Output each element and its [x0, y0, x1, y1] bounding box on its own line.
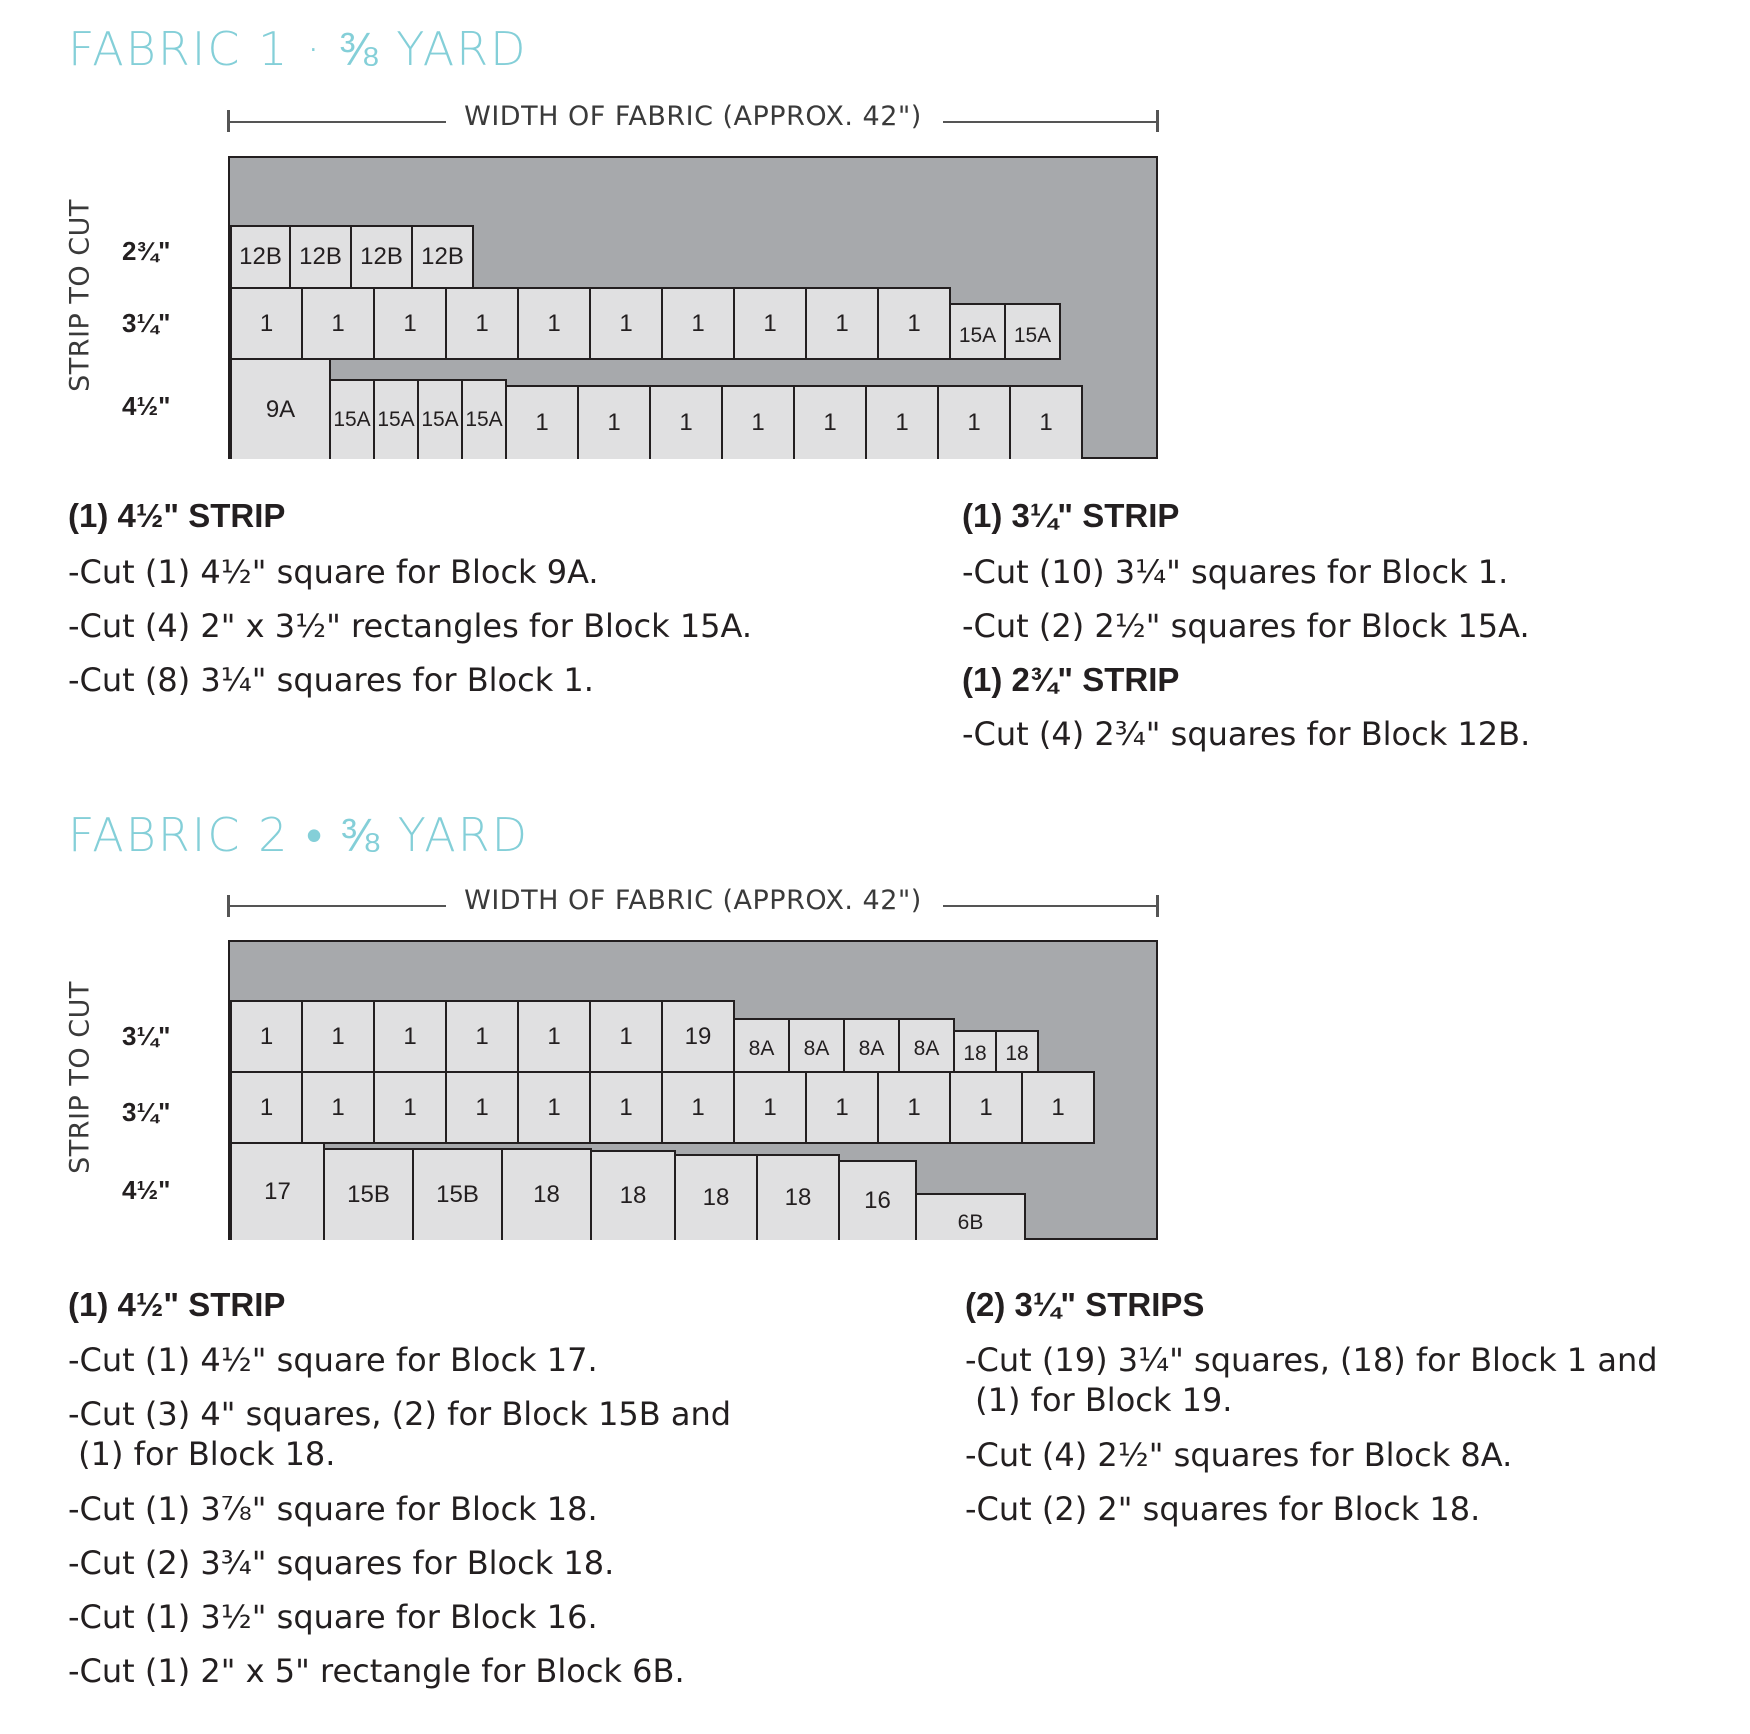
cut-piece: 18 [756, 1154, 840, 1240]
row-label: 4½" [122, 391, 171, 421]
cut-piece: 1 [877, 1071, 951, 1144]
cut-piece: 8A [788, 1018, 845, 1073]
cut-piece: 17 [230, 1142, 325, 1240]
cut-piece: 1 [373, 1000, 447, 1073]
cut-piece: 1 [805, 1071, 879, 1144]
cut-piece: 1 [649, 385, 723, 459]
cut-piece: 15A [329, 379, 375, 459]
cut-piece: 1 [505, 385, 579, 459]
strip-heading: (2) 3¼" STRIPS [965, 1286, 1205, 1323]
cut-piece: 18 [995, 1030, 1039, 1073]
cut-instruction: -Cut (2) 2½" squares for Block 15A. [962, 607, 1530, 645]
cut-piece: 1 [517, 287, 591, 360]
cut-piece: 1 [230, 1071, 303, 1144]
cut-piece: 1 [937, 385, 1011, 459]
cut-piece: 1 [733, 287, 807, 360]
cut-instruction: -Cut (8) 3¼" squares for Block 1. [68, 661, 594, 699]
cut-piece: 1 [661, 1071, 735, 1144]
cut-piece: 1 [877, 287, 951, 360]
cut-piece: 1 [445, 287, 519, 360]
row-label: 4½" [122, 1175, 171, 1205]
row-label: 3¼" [122, 308, 171, 338]
cut-piece: 15A [1004, 303, 1061, 360]
cut-instruction: -Cut (3) 4" squares, (2) for Block 15B and (1) for Block 18. [68, 1395, 732, 1473]
cut-instruction: -Cut (1) 3⅞" square for Block 18. [68, 1490, 598, 1528]
cut-piece: 1 [517, 1071, 591, 1144]
cut-piece: 1 [949, 1071, 1023, 1144]
cut-instruction: -Cut (2) 3¾" squares for Block 18. [68, 1544, 615, 1582]
row-label: 3¼" [122, 1097, 171, 1127]
cut-piece: 18 [590, 1150, 676, 1240]
fabric1-title: FABRIC 1 · ⅜ YARD [68, 22, 528, 76]
cut-piece: 15A [417, 379, 463, 459]
cut-piece: 15A [461, 379, 507, 459]
cut-instruction: -Cut (1) 2" x 5" rectangle for Block 6B. [68, 1652, 685, 1690]
cut-piece: 1 [301, 1071, 375, 1144]
cut-piece: 8A [733, 1018, 790, 1073]
cut-piece: 12B [289, 225, 352, 289]
fabric1-cutting-diagram [228, 156, 1158, 459]
cut-piece: 1 [865, 385, 939, 459]
cut-piece: 19 [661, 1000, 735, 1073]
cut-piece: 1 [373, 1071, 447, 1144]
cut-instruction: -Cut (4) 2½" squares for Block 8A. [965, 1436, 1513, 1474]
cut-piece: 1 [1021, 1071, 1095, 1144]
strip-to-cut-label: STRIP TO CUT [64, 981, 96, 1174]
cut-piece: 1 [589, 287, 663, 360]
cut-piece: 1 [373, 287, 447, 360]
strip-heading: (1) 4½" STRIP [68, 497, 286, 534]
cut-piece: 1 [577, 385, 651, 459]
fabric2-cutting-diagram [228, 940, 1158, 1240]
cut-piece: 1 [517, 1000, 591, 1073]
cut-piece: 8A [843, 1018, 900, 1073]
cut-piece: 1 [793, 385, 867, 459]
width-of-fabric-label: WIDTH OF FABRIC (APPROX. 42") [464, 101, 922, 132]
cut-piece: 1 [805, 287, 879, 360]
cut-piece: 1 [721, 385, 795, 459]
width-of-fabric-label: WIDTH OF FABRIC (APPROX. 42") [464, 885, 922, 916]
cut-instruction: -Cut (4) 2¾" squares for Block 12B. [962, 715, 1531, 753]
cut-instruction: -Cut (19) 3¼" squares, (18) for Block 1 and (1) for Block 19. [965, 1341, 1658, 1419]
cut-piece: 1 [445, 1000, 519, 1073]
cut-instruction: -Cut (1) 4½" square for Block 9A. [68, 553, 599, 591]
cut-instruction: -Cut (4) 2" x 3½" rectangles for Block 15A. [68, 607, 753, 645]
cut-piece: 15B [412, 1148, 503, 1240]
fabric2-title: FABRIC 2 • ⅜ YARD [68, 808, 530, 862]
cut-piece: 12B [350, 225, 413, 289]
strip-to-cut-label: STRIP TO CUT [64, 199, 96, 392]
cut-piece: 12B [230, 225, 291, 289]
cut-piece: 6B [915, 1193, 1026, 1240]
cut-piece: 1 [301, 287, 375, 360]
cut-piece: 18 [501, 1148, 592, 1240]
cut-piece: 16 [838, 1160, 917, 1240]
cut-piece: 15B [323, 1148, 414, 1240]
row-label: 2¾" [122, 236, 171, 266]
cut-piece: 9A [230, 358, 331, 459]
strip-heading: (1) 4½" STRIP [68, 1286, 286, 1323]
cut-piece: 8A [898, 1018, 955, 1073]
cut-piece: 1 [589, 1071, 663, 1144]
strip-heading: (1) 2¾" STRIP [962, 661, 1180, 698]
cut-piece: 1 [230, 1000, 303, 1073]
cut-piece: 15A [949, 303, 1006, 360]
cut-piece: 12B [411, 225, 474, 289]
cut-piece: 15A [373, 379, 419, 459]
cut-instruction: -Cut (1) 3½" square for Block 16. [68, 1598, 598, 1636]
cut-instruction: -Cut (10) 3¼" squares for Block 1. [962, 553, 1509, 591]
cut-piece: 18 [953, 1030, 997, 1073]
strip-heading: (1) 3¼" STRIP [962, 497, 1180, 534]
cut-piece: 18 [674, 1154, 758, 1240]
cut-piece: 1 [1009, 385, 1083, 459]
row-label: 3¼" [122, 1021, 171, 1051]
cut-instruction: -Cut (2) 2" squares for Block 18. [965, 1490, 1481, 1528]
cut-piece: 1 [661, 287, 735, 360]
cut-instruction: -Cut (1) 4½" square for Block 17. [68, 1341, 598, 1379]
cut-piece: 1 [445, 1071, 519, 1144]
cut-piece: 1 [733, 1071, 807, 1144]
cut-piece: 1 [301, 1000, 375, 1073]
cut-piece: 1 [589, 1000, 663, 1073]
cut-piece: 1 [230, 287, 303, 360]
